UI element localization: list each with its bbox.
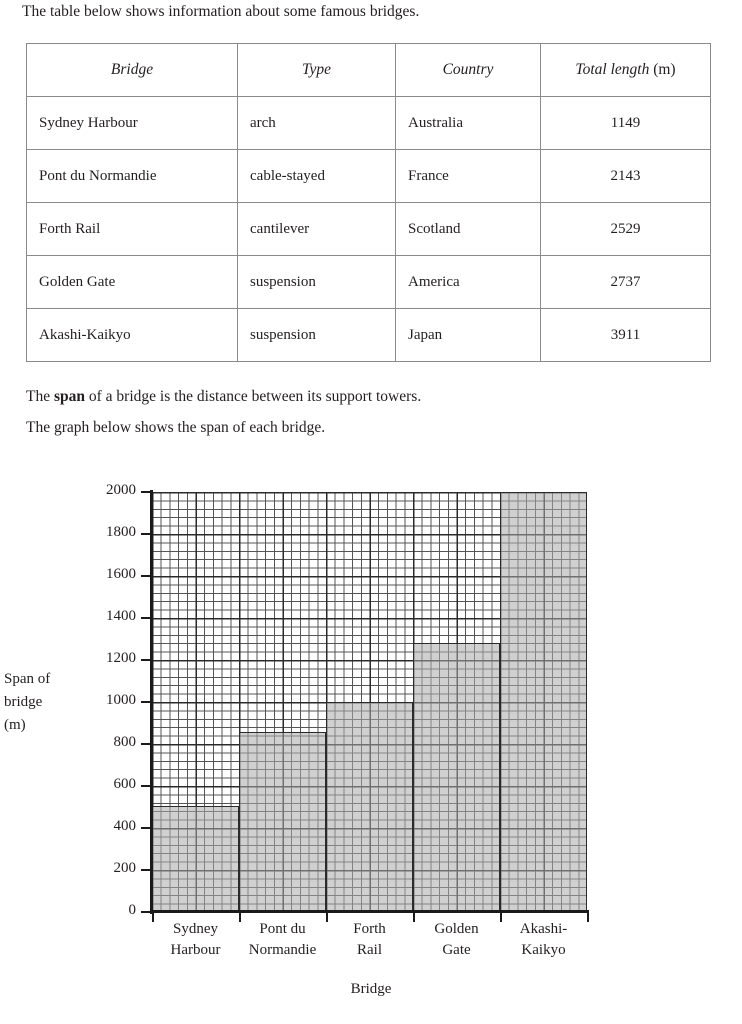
bar-sydney-harbour (152, 806, 239, 912)
plot-area (152, 492, 587, 912)
column-header-bridge-label: Bridge (110, 61, 154, 78)
y-axis-tick (141, 701, 153, 703)
cell-length: 2143 (541, 150, 711, 203)
y-axis-tick-label: 600 (113, 776, 136, 792)
bar-pont-du-normandie (239, 732, 326, 912)
y-axis-tick-label: 2000 (106, 482, 136, 498)
y-axis-title (4, 668, 50, 737)
y-axis-tick (141, 533, 153, 535)
y-axis-tick (141, 743, 153, 745)
cell-country: Scotland (396, 203, 541, 256)
y-axis-tick-label: 1000 (106, 692, 136, 708)
x-axis-category-label (484, 919, 604, 960)
cell-length: 3911 (541, 309, 711, 362)
cell-country: France (396, 150, 541, 203)
x-axis-category-line: Sydney (173, 921, 218, 937)
cell-type: suspension (238, 309, 396, 362)
cell-country: America (396, 256, 541, 309)
x-axis-category-line: Gate (442, 941, 471, 958)
x-axis-category-line: Forth (353, 921, 386, 937)
bars-layer (152, 492, 587, 912)
graph-intro-text: The graph below shows the span of each bridge. (26, 419, 326, 436)
cell-bridge: Akashi-Kaikyo (27, 309, 238, 362)
cell-length: 2737 (541, 256, 711, 309)
x-axis-category-line: Normandie (248, 941, 317, 958)
x-axis-category-line: Golden (434, 921, 479, 937)
y-axis-tick (141, 827, 153, 829)
y-axis-tick (141, 869, 153, 871)
y-axis-tick-label: 0 (128, 902, 136, 918)
y-axis-tick-label: 1800 (106, 524, 136, 540)
x-axis-category-line: Pont du (259, 921, 306, 937)
cell-country: Australia (396, 97, 541, 150)
cell-country: Japan (396, 309, 541, 362)
column-header-country-label: Country (442, 61, 494, 78)
cell-bridge: Pont du Normandie (27, 150, 238, 203)
y-axis-tick (141, 575, 153, 577)
y-axis-tick (141, 617, 153, 619)
column-header-total-length-label: Total length (575, 61, 650, 78)
y-axis-tick-label: 800 (113, 734, 136, 750)
cell-length: 2529 (541, 203, 711, 256)
y-axis-tick-label: 1600 (106, 566, 136, 582)
column-header-total-length-unit: (m) (649, 61, 676, 78)
y-axis-title-line-2: bridge (4, 694, 43, 710)
cell-bridge: Forth Rail (27, 203, 238, 256)
cell-type: suspension (238, 256, 396, 309)
column-header-type-label: Type (302, 61, 331, 78)
y-axis-tick (141, 491, 153, 493)
x-axis-line (150, 910, 589, 913)
cell-type: cable-stayed (238, 150, 396, 203)
bar-golden-gate (413, 643, 500, 912)
y-axis-tick-label: 1200 (106, 650, 136, 666)
cell-length: 1149 (541, 97, 711, 150)
y-axis-tick (141, 659, 153, 661)
span-definition-pre: The (26, 388, 54, 405)
cell-bridge: Sydney Harbour (27, 97, 238, 150)
bar-akashi-kaikyo (500, 492, 587, 912)
span-definition-post: of a bridge is the distance between its support towers. (85, 388, 422, 405)
x-axis-title: Bridge (350, 981, 392, 997)
x-axis-category-line: Akashi- (519, 921, 568, 937)
y-axis-tick-label: 1400 (106, 608, 136, 624)
y-axis-title-line-3: (m) (4, 717, 26, 733)
cell-bridge: Golden Gate (27, 256, 238, 309)
bar-forth-rail (326, 702, 413, 912)
y-axis-tick-label: 400 (113, 818, 136, 834)
cell-type: arch (238, 97, 396, 150)
span-keyword: span (53, 388, 86, 405)
x-axis-category-line: Kaikyo (521, 941, 566, 958)
x-axis-category-line: Harbour (170, 941, 221, 958)
intro-text: The table below shows information about some famous bridges. (22, 3, 420, 20)
x-axis-category-line: Rail (357, 941, 382, 958)
y-axis-title-line-1: Span of (4, 671, 51, 687)
cell-type: cantilever (238, 203, 396, 256)
y-axis-tick (141, 785, 153, 787)
y-axis-tick-label: 200 (113, 860, 136, 876)
